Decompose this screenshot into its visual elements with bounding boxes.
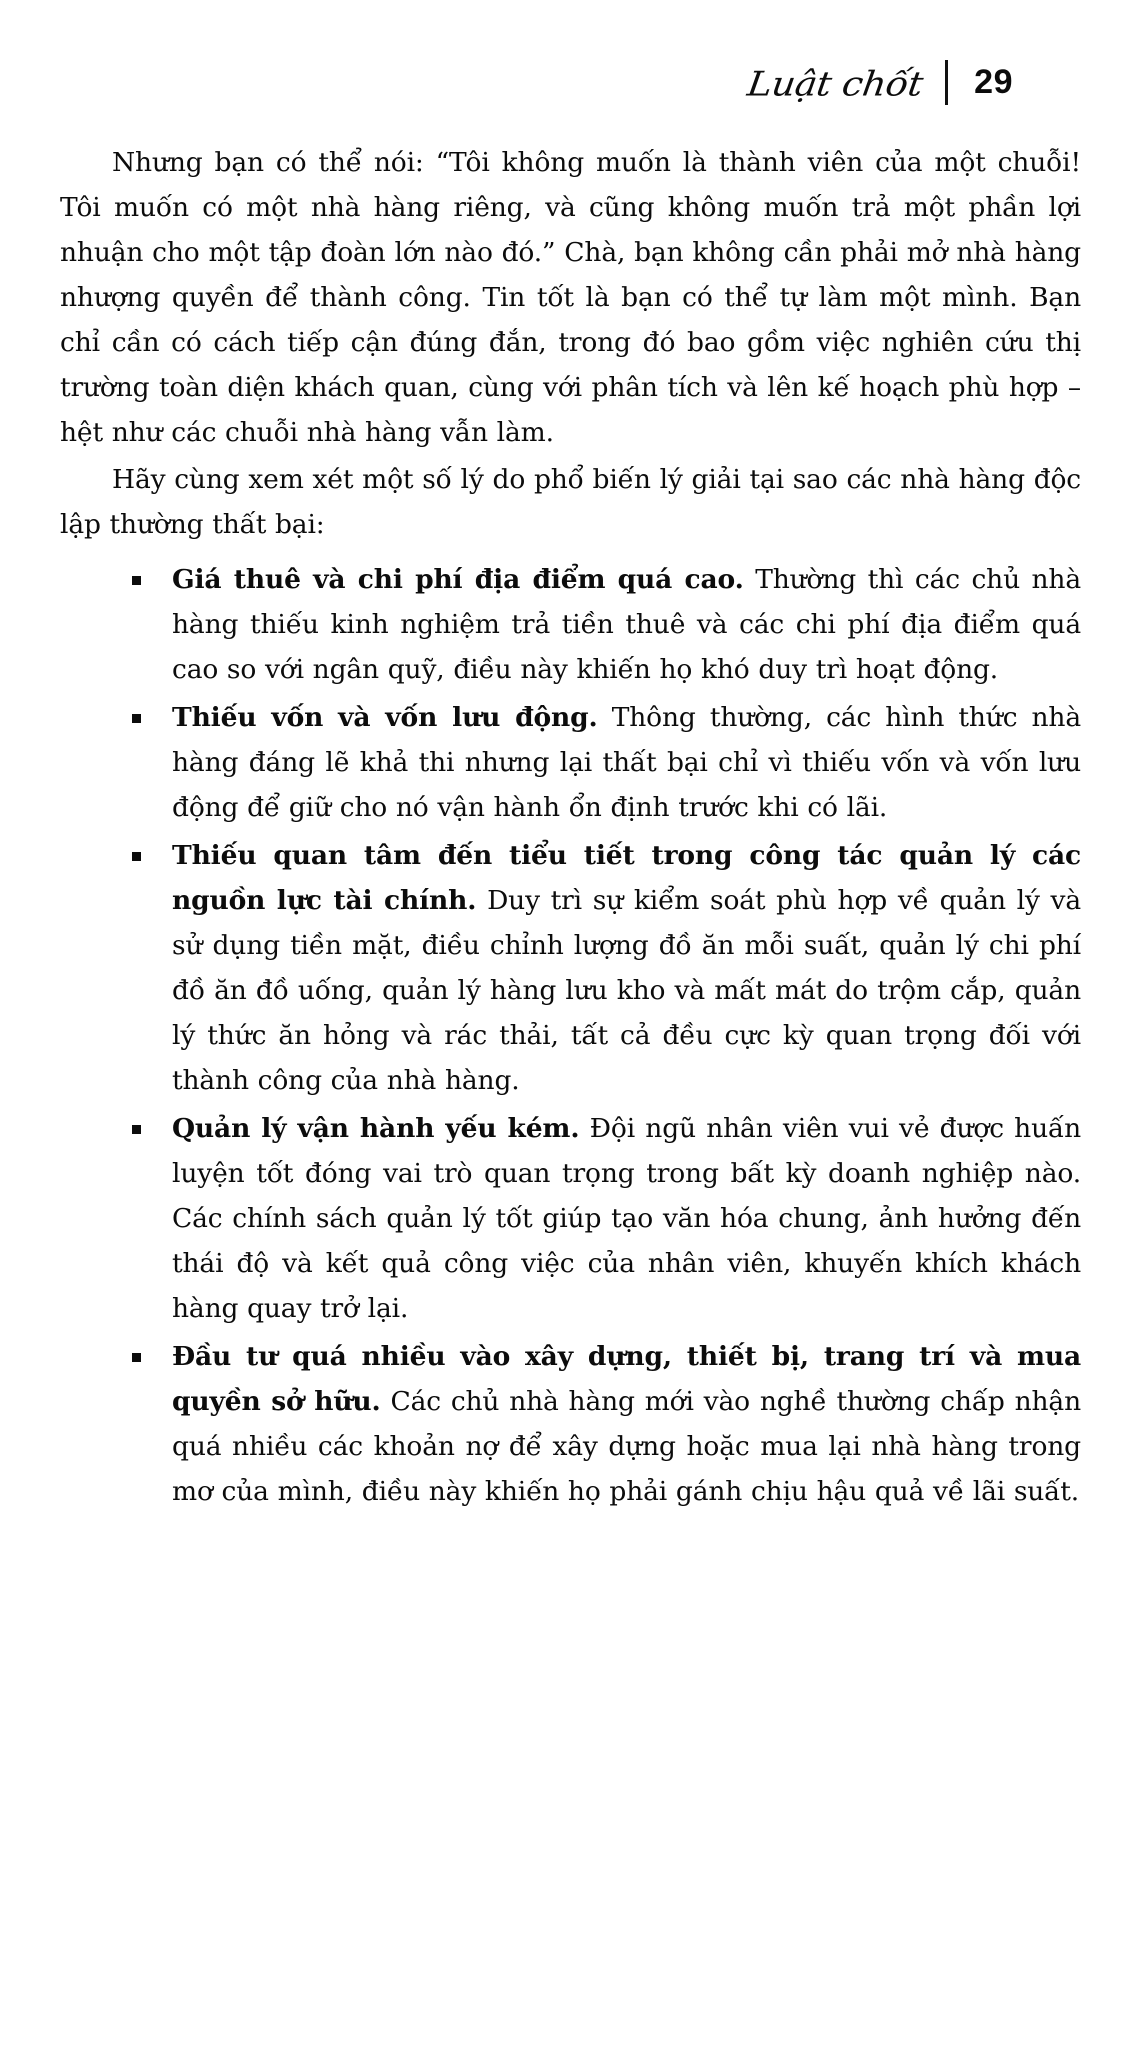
- list-item-body: Duy trì sự kiểm soát phù hợp về quản lý và sử dụng tiền mặt, điều chỉnh lượng đồ ăn mỗi suất, quản lý chi phí đồ ăn đồ uống, quản lý hàng lưu kho và mất mát do trộm cắp, quản lý thức ăn hỏng và rác thải, tất cả đều cực kỳ quan trọng đối với thành công của nhà hàng.: [172, 885, 1081, 1096]
- page-content: [60, 140, 1081, 1514]
- square-bullet-icon: [132, 852, 141, 861]
- list-item-lead: Đầu tư quá nhiều vào xây dựng, thiết bị, trang trí và mua quyền sở hữu.: [172, 1341, 1081, 1417]
- list-item-body: Đội ngũ nhân viên vui vẻ được huấn luyện tốt đóng vai trò quan trọng trong bất kỳ doanh nghiệp nào. Các chính sách quản lý tốt giúp tạo văn hóa chung, ảnh hưởng đến thái độ và kết quả công việc của nhân viên, khuyến khích khách hàng quay trở lại.: [172, 1113, 1082, 1324]
- list-item-lead: Quản lý vận hành yếu kém.: [172, 1113, 580, 1144]
- list-item-lead: Thiếu quan tâm đến tiểu tiết trong công tác quản lý các nguồn lực tài chính.: [172, 840, 1081, 916]
- running-header: [745, 52, 1013, 112]
- list-item-lead: Thiếu vốn và vốn lưu động.: [172, 702, 598, 733]
- list-item-body: Thông thường, các hình thức nhà hàng đáng lẽ khả thi nhưng lại thất bại chỉ vì thiếu vốn và vốn lưu động để giữ cho nó vận hành ổn định trước khi có lãi.: [172, 702, 1081, 823]
- square-bullet-icon: [132, 1125, 141, 1134]
- book-title-script: Luật chốt: [744, 63, 925, 104]
- square-bullet-icon: [132, 1353, 141, 1362]
- square-bullet-icon: [132, 576, 141, 585]
- list-item-lead: Giá thuê và chi phí địa điểm quá cao.: [172, 564, 744, 595]
- list-item: [60, 1106, 1081, 1331]
- failure-reasons-list: [60, 557, 1081, 1514]
- paragraph-lead-in: Hãy cùng xem xét một số lý do phổ biến lý giải tại sao các nhà hàng độc lập thường thất bại:: [60, 464, 1081, 540]
- header-divider-rule: [945, 60, 948, 105]
- list-item: [60, 557, 1081, 692]
- list-item: [60, 1334, 1081, 1514]
- list-item: [60, 695, 1081, 830]
- page-number: 29: [974, 62, 1013, 101]
- list-item-body: Các chủ nhà hàng mới vào nghề thường chấp nhận quá nhiều các khoản nợ để xây dựng hoặc mua lại nhà hàng trong mơ của mình, điều này khiến họ phải gánh chịu hậu quả về lãi suất.: [172, 1386, 1081, 1507]
- paragraph-intro: Nhưng bạn có thể nói: “Tôi không muốn là thành viên của một chuỗi! Tôi muốn có một nhà hàng riêng, và cũng không muốn trả một phần lợi nhuận cho một tập đoàn lớn nào đó.” Chà, bạn không cần phải mở nhà hàng nhượng quyền để thành công. Tin tốt là bạn có thể tự làm một mình. Bạn chỉ cần có cách tiếp cận đúng đắn, trong đó bao gồm việc nghiên cứu thị trường toàn diện khách quan, cùng với phân tích và lên kế hoạch phù hợp – hệt như các chuỗi nhà hàng vẫn làm.: [60, 147, 1081, 448]
- square-bullet-icon: [132, 714, 141, 723]
- list-item-body: Thường thì các chủ nhà hàng thiếu kinh nghiệm trả tiền thuê và các chi phí địa điểm quá cao so với ngân quỹ, điều này khiến họ khó duy trì hoạt động.: [172, 564, 1081, 685]
- list-item: [60, 833, 1081, 1103]
